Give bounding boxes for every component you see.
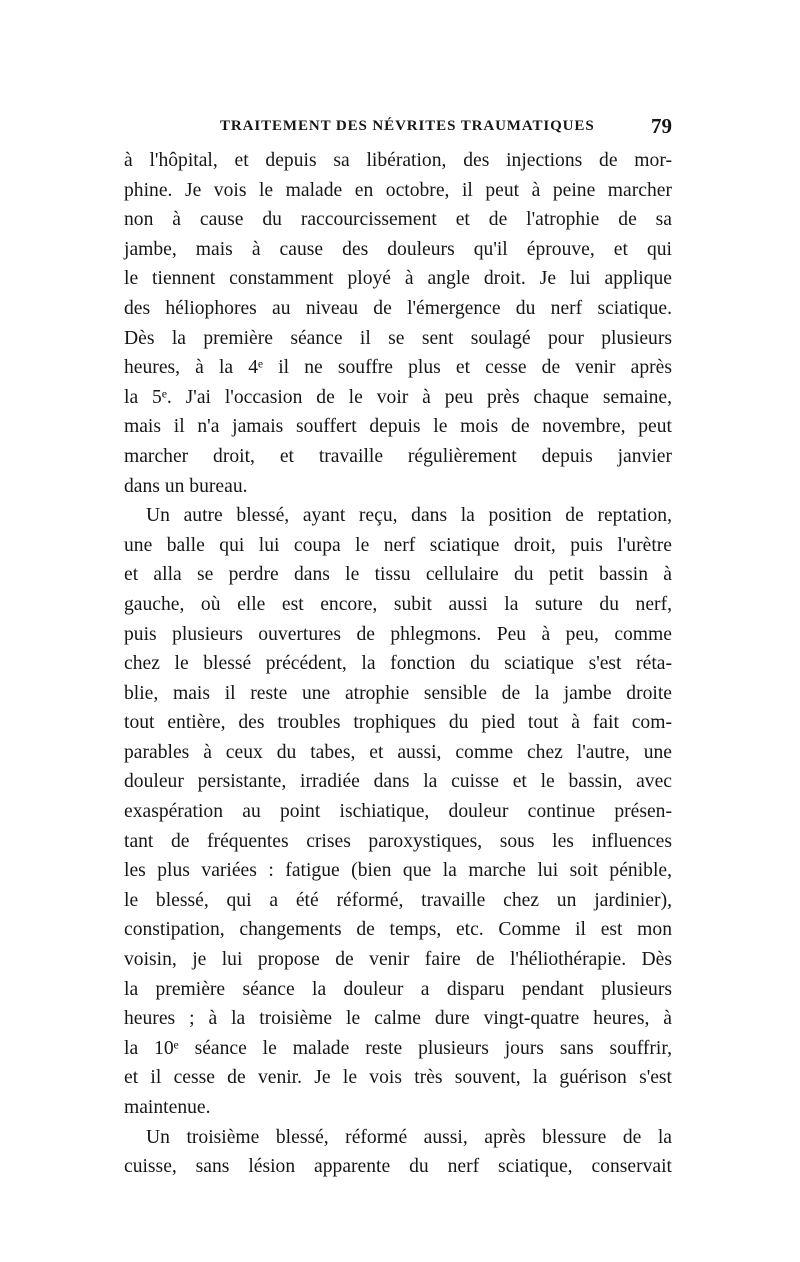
text-line: chez le blessé précédent, la fonction du sciatique s'est réta- <box>124 653 672 675</box>
text-line: parables à ceux du tabes, et aussi, comme chez l'autre, une <box>124 741 672 763</box>
text-line: jambe, mais à cause des douleurs qu'il éprouve, et qui <box>124 238 672 260</box>
text-line: heures ; à la troisième le calme dure vingt-quatre heures, à <box>124 1008 672 1030</box>
page-number: 79 <box>651 114 672 138</box>
text-line: mais il n'a jamais souffert depuis le mois de novembre, peut <box>124 416 672 438</box>
text-line: les plus variées : fatigue (bien que la marche lui soit pénible, <box>124 860 672 882</box>
text-line: une balle qui lui coupa le nerf sciatique droit, puis l'urètre <box>124 534 672 556</box>
text-line: la 5ᵉ. J'ai l'occasion de le voir à peu près chaque semaine, <box>124 386 672 408</box>
text-line: constipation, changements de temps, etc. Comme il est mon <box>124 919 672 941</box>
text-line: douleur persistante, irradiée dans la cuisse et le bassin, avec <box>124 771 672 793</box>
text-line: gauche, où elle est encore, subit aussi la suture du nerf, <box>124 593 672 615</box>
text-line: Dès la première séance il se sent soulagé pour plusieurs <box>124 327 672 349</box>
text-line: le blessé, qui a été réformé, travaille chez un jardinier), <box>124 889 672 911</box>
text-line: la 10ᵉ séance le malade reste plusieurs jours sans souffrir, <box>124 1037 672 1059</box>
text-line: et alla se perdre dans le tissu cellulaire du petit bassin à <box>124 564 672 586</box>
text-line: voisin, je lui propose de venir faire de l'héliothérapie. Dès <box>124 949 672 971</box>
text-line: Un autre blessé, ayant reçu, dans la position de reptation, <box>146 505 672 527</box>
text-line: heures, à la 4ᵉ il ne souffre plus et cesse de venir après <box>124 357 672 379</box>
text-line: maintenue. <box>124 1097 211 1118</box>
text-line: exaspération au point ischiatique, douleur continue présen- <box>124 801 672 823</box>
text-line: non à cause du raccourcissement et de l'atrophie de sa <box>124 209 672 231</box>
text-line: puis plusieurs ouvertures de phlegmons. Peu à peu, comme <box>124 623 672 645</box>
text-line: à l'hôpital, et depuis sa libération, des injections de mor- <box>124 150 672 171</box>
text-line: tant de fréquentes crises paroxystiques, sous les influences <box>124 830 672 852</box>
text-line: des héliophores au niveau de l'émergence du nerf sciatique. <box>124 297 672 319</box>
text-line: phine. Je vois le malade en octobre, il peut à peine marcher <box>124 179 672 201</box>
text-line: la première séance la douleur a disparu pendant plusieurs <box>124 978 672 1000</box>
text-line: dans un bureau. <box>124 475 248 497</box>
body-text <box>124 146 672 1182</box>
text-line: cuisse, sans lésion apparente du nerf sciatique, conservait <box>124 1156 672 1178</box>
text-line: blie, mais il reste une atrophie sensible de la jambe droite <box>124 682 672 704</box>
running-head <box>124 114 672 142</box>
text-line: et il cesse de venir. Je le vois très souvent, la guérison s'est <box>124 1067 672 1089</box>
running-title: TRAITEMENT DES NÉVRITES TRAUMATIQUES <box>220 118 595 134</box>
text-line: tout entière, des troubles trophiques du pied tout à fait com- <box>124 712 672 734</box>
text-line: Un troisième blessé, réformé aussi, après blessure de la <box>146 1126 672 1148</box>
text-line: le tiennent constamment ployé à angle droit. Je lui applique <box>124 268 672 290</box>
text-line: marcher droit, et travaille régulièrement depuis janvier <box>124 445 672 467</box>
